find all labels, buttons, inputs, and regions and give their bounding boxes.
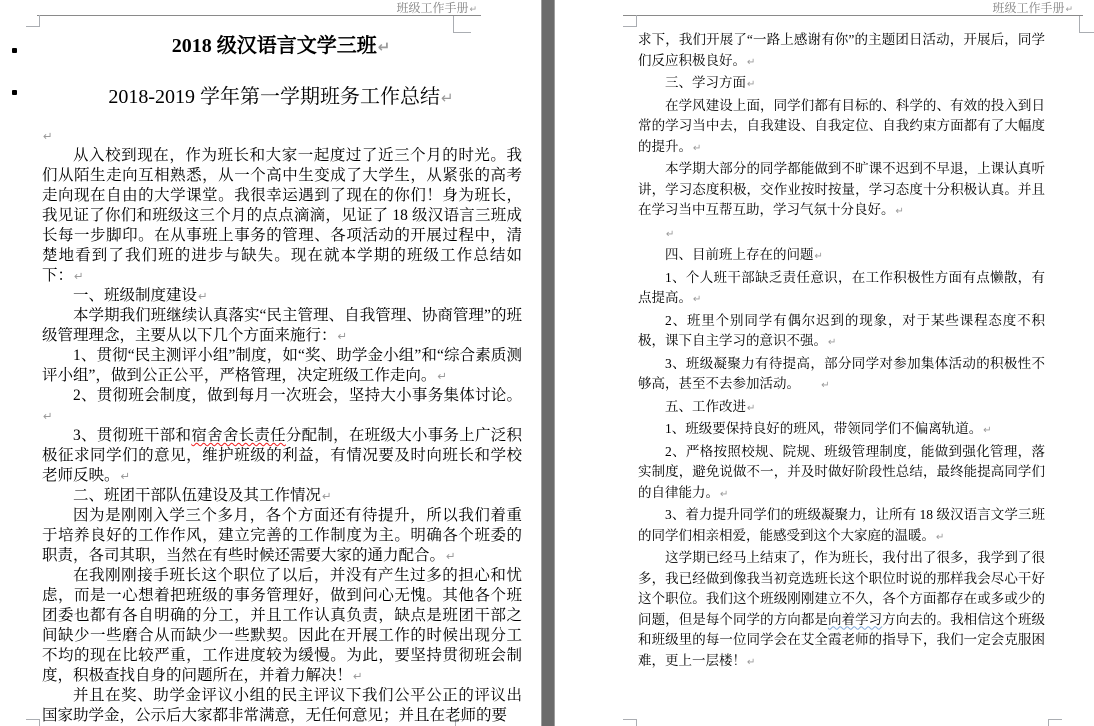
paragraph[interactable] [42, 506, 522, 566]
text-run: 3、着力提升同学们的班级凝聚力，让所有 18 级汉语言文学三班的同学们相亲相爱，能感受到这个大家庭的温暖。 [638, 507, 1045, 543]
paragraph-mark-icon: ↵ [322, 489, 332, 503]
paragraph-mark-icon: ↵ [747, 56, 756, 68]
paragraph[interactable] [42, 306, 522, 346]
paragraph[interactable] [42, 346, 522, 386]
paragraph[interactable] [638, 73, 1045, 96]
paragraph[interactable] [638, 268, 1045, 311]
paragraph[interactable] [638, 442, 1045, 506]
crop-mark-bottom-left [623, 719, 637, 726]
paragraph-mark-icon: ↵ [441, 89, 454, 107]
text-run: 3、班级凝聚力有待提高，部分同学对参加集体活动的积极性不够高，甚至不去参加活动。 [638, 355, 1045, 391]
doc-title-semester-summary[interactable] [42, 84, 520, 111]
crop-mark-bottom-left [26, 719, 40, 726]
paragraph-mark-icon: ↵ [747, 79, 756, 90]
paragraph-mark-icon: ↵ [120, 469, 131, 483]
paragraph[interactable] [638, 505, 1045, 548]
text-run: 并且在奖、助学金评议小组的民主评议下我们公平公正的评议出国家助学金，公示后大家都非常满意，无任何意见；并且在老师的要 [42, 687, 522, 724]
text-run: 分配制，在班级大小事务上广泛积极征求同学们的意见，维护班级的利益，有情况要及时向班长和学校老师反映。 [42, 427, 522, 484]
page-header [37, 1, 477, 17]
paragraph-mark-icon: ↵ [895, 206, 904, 217]
paragraph-mark-icon: ↵ [337, 329, 348, 343]
page-header [623, 1, 1073, 17]
paragraph-mark-icon: ↵ [1065, 5, 1073, 15]
paragraph[interactable] [42, 486, 522, 506]
crop-mark-top-right [453, 16, 471, 33]
page-gap [541, 0, 555, 726]
paragraph-mark-icon: ↵ [377, 38, 391, 56]
crop-mark-top-left [623, 15, 637, 27]
crop-mark-bottom-right [1048, 719, 1062, 726]
doc-title-class-name[interactable] [42, 33, 520, 60]
paragraph-mark-icon: ↵ [821, 380, 830, 391]
doc-subtitle-text: 2018-2019 学年第一学期班务工作总结 [108, 86, 441, 108]
text-run: 2、班里个别同学有偶尔迟到的现象，对于某些课程态度不积极，课下自主学习的意识不强。 [638, 312, 1045, 348]
list-bullet-icon [12, 90, 17, 95]
paragraph-mark-icon: ↵ [747, 402, 756, 414]
page-2-body-text[interactable] [638, 30, 1045, 673]
paragraph[interactable] [42, 126, 522, 146]
paragraph[interactable] [42, 146, 522, 286]
text-run: 2、贯彻班会制度，做到每月一次班会，坚持大小事务集体讨论。 [73, 387, 522, 404]
text-run: 3、贯彻班干部和 [73, 427, 192, 444]
text-run: 从入校到现在，作为班长和大家一起度过了近三个月的时光。我们从陌生走向互相熟悉，从一个高中生变成了大学生，从紧张的高考走向现在自由的大学课堂。我很幸运遇到了现在的你们！身为班长，我见证了你们和班级这三个月的点点滴滴，见证了 18 级汉语言三班成长每一步脚印。在从事班上事务的管理、各项活动的开展过程中，清楚地看到了我们班的进步与缺失。现在就本学期的班级工作总结如下： [42, 147, 522, 284]
page-1-body-text[interactable] [42, 126, 522, 726]
paragraph-mark-icon: ↵ [747, 656, 756, 668]
paragraph-mark-icon: ↵ [814, 251, 823, 262]
paragraph[interactable] [638, 96, 1045, 160]
paragraph-mark-icon: ↵ [446, 549, 456, 563]
paragraph-mark-icon: ↵ [828, 337, 837, 348]
text-run: 在我刚刚接手班长这个职位了以后，并没有产生过多的担心和忧虑，而是一心想着把班级的事务管理好，做到问心无愧。其他各个班团委也都有各自明确的分工，并且工作认真负责，缺点是班团干部之间缺少一些磨合从而缺少一些默契。因此在开展工作的时候出现分工不均的现在比较严重，工作进度较为缓慢。为此，要坚持贯彻班会制度，积极查找自身的问题所在，并着力解决！ [42, 567, 522, 684]
paragraph-mark-icon: ↵ [43, 409, 53, 423]
text-run: 方向去的。我相信这个班级和班级里的每一位同学会在艾全霞老师的指导下，我们一定会克服困难，更上一层楼！ [638, 611, 1046, 668]
paragraph[interactable] [638, 354, 1045, 397]
text-run: 求下，我们开展了“一路上感谢有你”的主题团日活动，开展后，同学们反应积极良好。 [638, 32, 1045, 68]
text-run: 1、个人班干部缺乏责任意识，在工作积极性方面有点懒散，有点提高。 [638, 269, 1045, 305]
paragraph[interactable] [42, 286, 522, 306]
paragraph[interactable] [42, 566, 522, 686]
paragraph-mark-icon: ↵ [353, 669, 363, 683]
text-run: 四、目前班上存在的问题 [665, 247, 814, 262]
paragraph-mark-icon: ↵ [983, 425, 992, 436]
text-run: 1、班级要保持良好的班风，带领同学们不偏离轨道。 [665, 421, 983, 436]
paragraph[interactable] [638, 245, 1045, 268]
paragraph-mark-icon: ↵ [936, 531, 945, 543]
document-page-2[interactable] [555, 0, 1094, 726]
text-run [793, 376, 820, 391]
document-page-1[interactable] [0, 0, 541, 726]
paragraph[interactable] [42, 426, 522, 486]
crop-mark-top-left [26, 15, 40, 27]
paragraph-mark-icon: ↵ [198, 289, 208, 303]
text-run: 本学期我们班继续认真落实“民主管理、自我管理、协商管理”的班级管理理念，主要从以下几个方面来施行： [42, 307, 522, 344]
text-run: 1、贯彻“民主测评小组”制度，如“奖、助学金小组”和“综合素质测评小组”，做到公正公平，严格管理，决定班级工作走向。 [42, 347, 522, 384]
paragraph[interactable] [638, 159, 1045, 223]
text-run: 五、工作改进 [665, 398, 746, 414]
page-header-text: 班级工作手册 [396, 1, 469, 15]
text-run: 2、严格按照校规、院规、班级管理制度，能做到强化管理，落实制度，避免说做不一，并及时做好阶段性总结，最终能提高同学们的自律能力。 [638, 443, 1045, 500]
page-header-text: 班级工作手册 [992, 1, 1065, 15]
squiggle-blue-text: 向着学习 [827, 611, 883, 627]
text-run: 三、学习方面 [665, 75, 746, 90]
text-run: 这学期已经马上结束了，作为班长，我付出了很多，我学到了很多，我已经做到像我当初竞选班长这个职位时说的那样我会尽心干好这个职位。我们这个班级刚刚建立不久，各个方面都存在或多或少的问题，但是每个同学的方向都是 [638, 550, 1045, 627]
paragraph-mark-icon: ↵ [43, 129, 53, 143]
paragraph[interactable] [42, 686, 522, 726]
paragraph[interactable] [638, 30, 1045, 73]
paragraph[interactable] [638, 311, 1045, 354]
paragraph-mark-icon: ↵ [666, 228, 675, 240]
doc-title-text: 2018 级汉语言文学三班 [171, 35, 377, 57]
paragraph-mark-icon: ↵ [720, 488, 729, 500]
paragraph-mark-icon: ↵ [437, 369, 448, 383]
text-run: 一、班级制度建设 [73, 287, 198, 304]
paragraph-mark-icon: ↵ [74, 269, 84, 283]
paragraph-mark-icon: ↵ [469, 5, 477, 15]
paragraph[interactable] [638, 223, 1045, 246]
paragraph-mark-icon: ↵ [693, 142, 702, 154]
list-bullet-icon [12, 48, 17, 53]
text-run: 二、班团干部队伍建设及其工作情况 [73, 487, 322, 504]
paragraph[interactable] [638, 419, 1045, 442]
text-run: 本学期大部分的同学都能做到不旷课不迟到不早退，上课认真听讲，学习态度积极，交作业按时按量，学习态度十分积极认真。并且在学习当中互帮互助，学习气氛十分良好。 [638, 161, 1045, 217]
paragraph-mark-icon: ↵ [693, 294, 702, 305]
paragraph[interactable] [638, 548, 1045, 673]
paragraph[interactable] [42, 386, 522, 426]
squiggle-red-text: 宿舍舍长责任 [191, 427, 286, 444]
text-run: 因为是刚刚入学三个多月，各个方面还有待提升，所以我们着重于培养良好的工作作风，建立完善的工作制度为主。明确各个班委的职责，各司其职，当然在有些时候还需要大家的通力配合。 [42, 507, 522, 564]
paragraph[interactable] [638, 397, 1045, 420]
text-run: 在学风建设上面，同学们都有目标的、科学的、有效的投入到日常的学习当中去，自我建设、自我定位、自我约束方面都有了大幅度的提升。 [638, 97, 1045, 154]
crop-mark-top-right [1079, 16, 1094, 33]
